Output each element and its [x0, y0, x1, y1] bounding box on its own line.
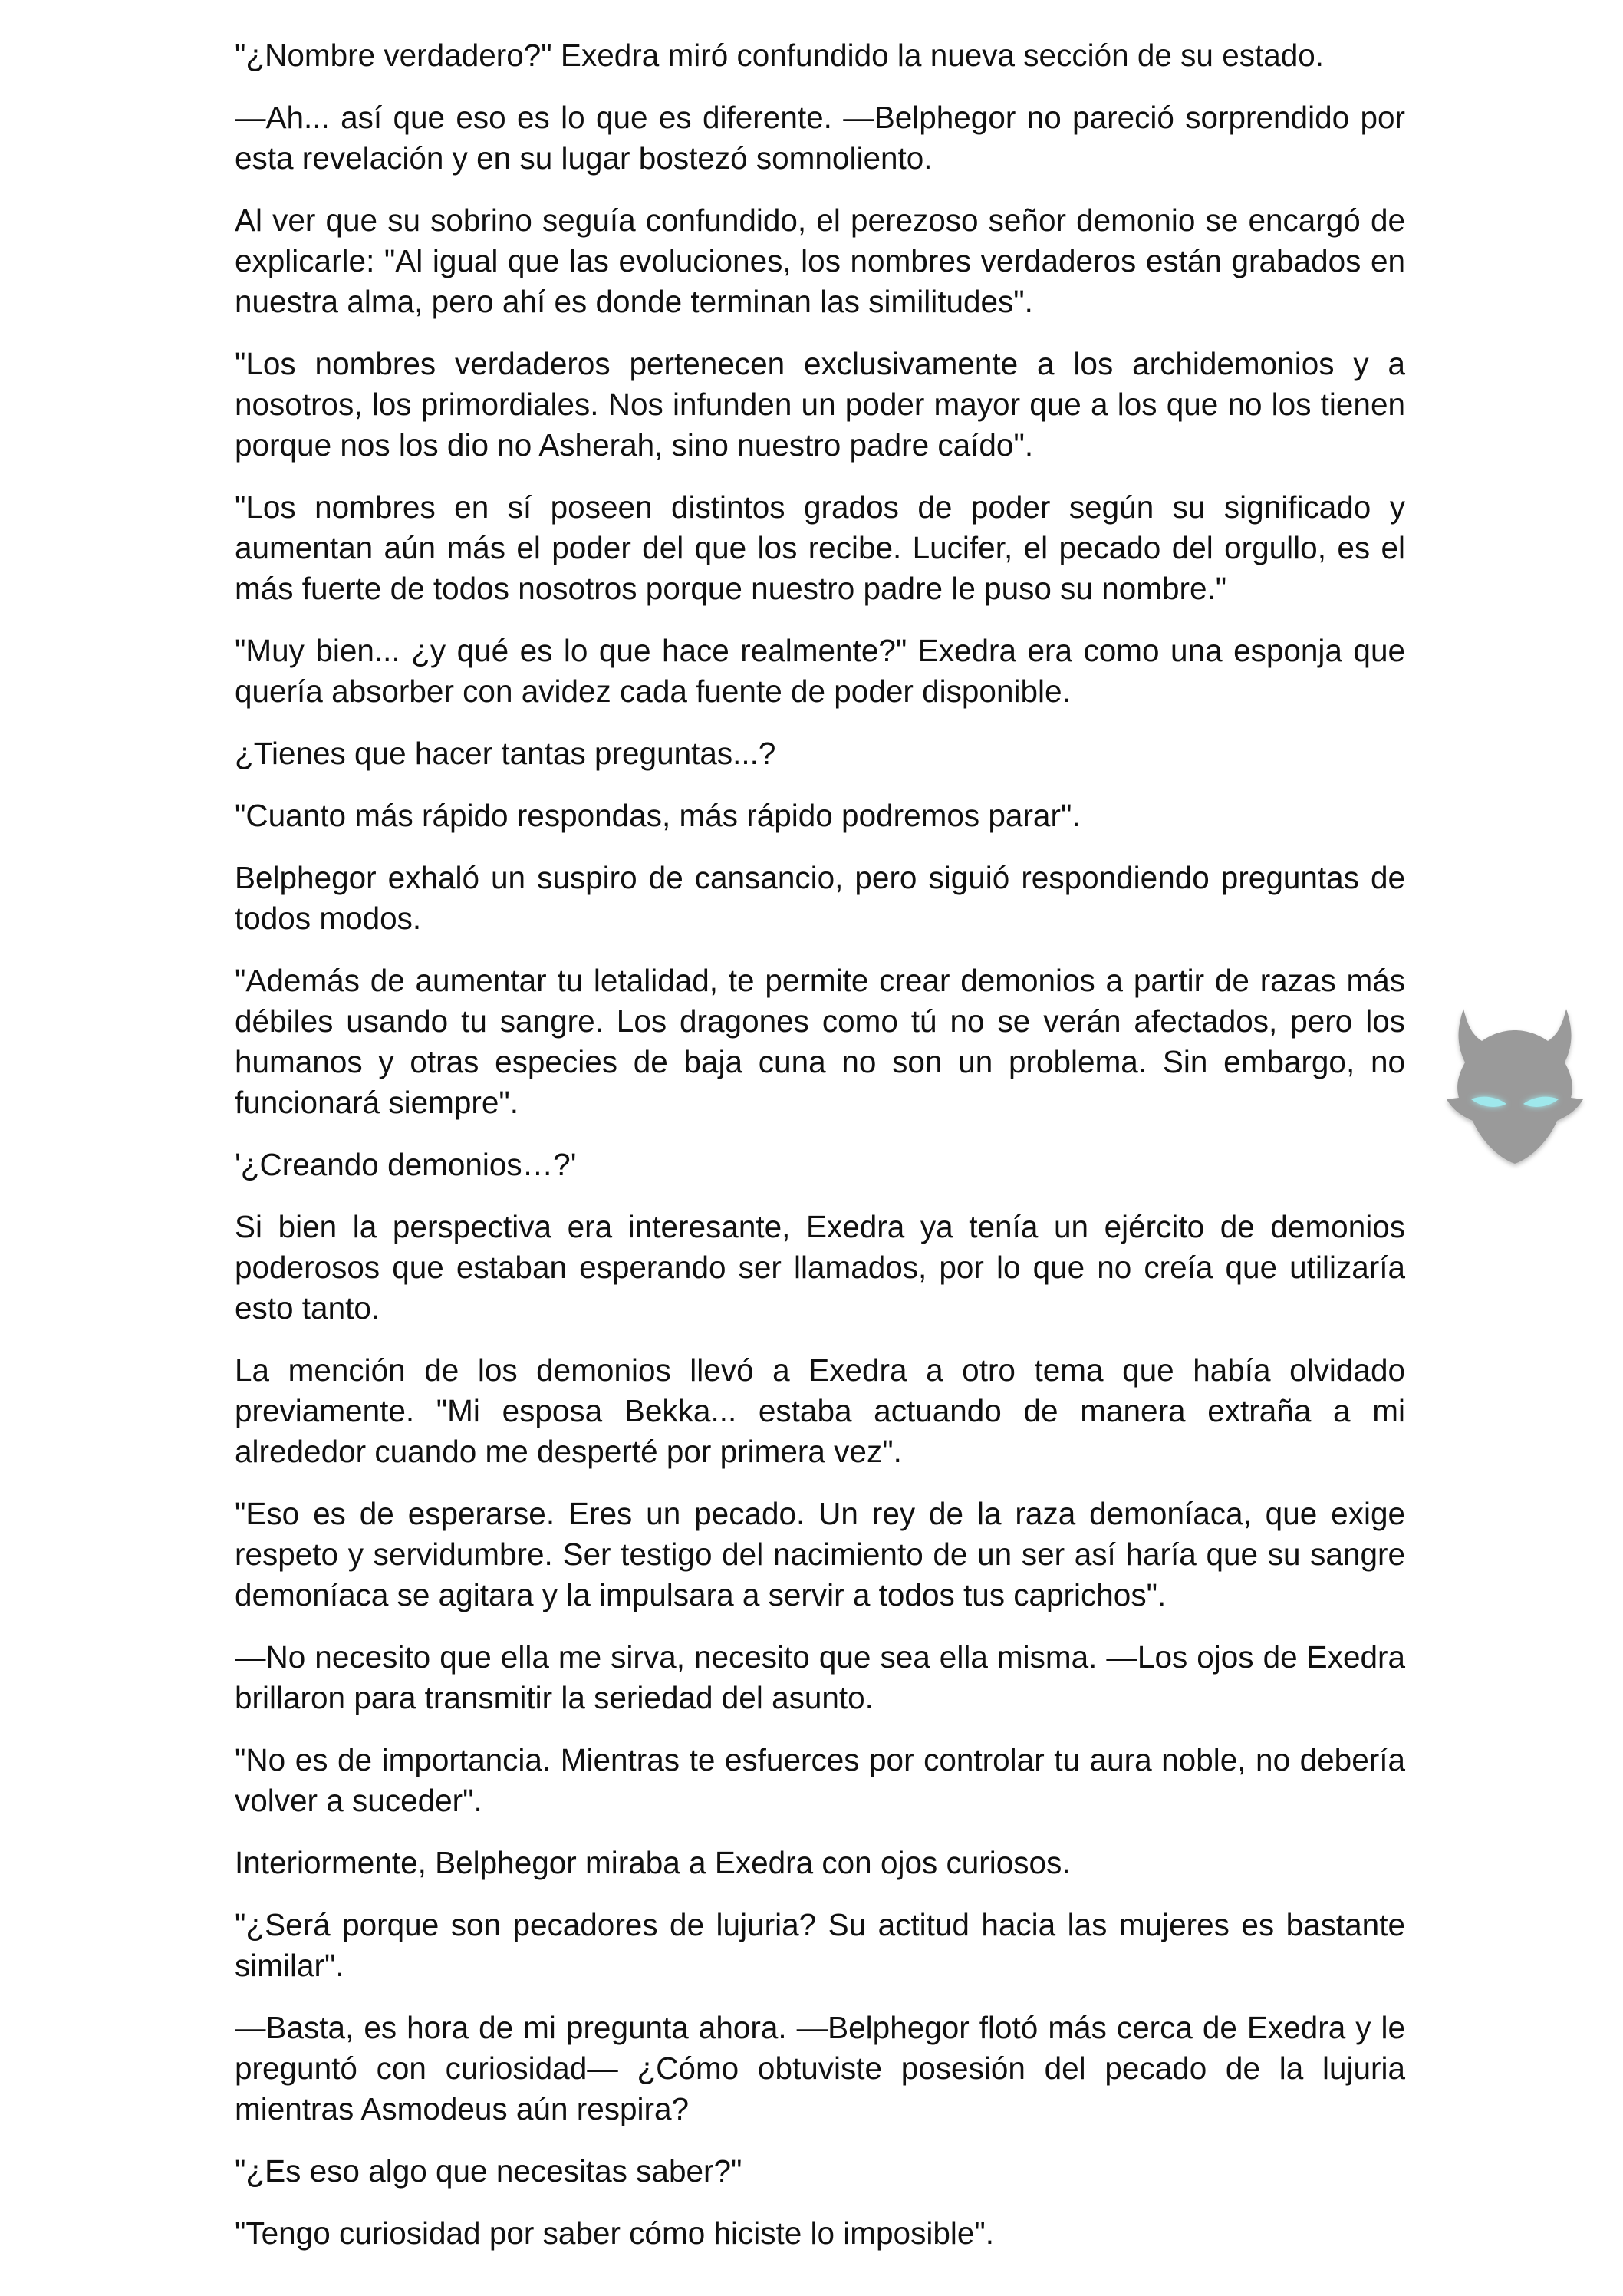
paragraph: "¿Será porque son pecadores de lujuria? Su actitud hacia las mujeres es bastante similar".: [235, 1907, 1405, 1983]
paragraph: "Cuanto más rápido respondas, más rápido podremos parar".: [235, 798, 1081, 833]
demon-head-shape: [1447, 1009, 1583, 1164]
paragraph: Belphegor exhaló un suspiro de cansancio, pero siguió respondiendo preguntas de todos modos.: [235, 860, 1405, 936]
paragraph: "No es de importancia. Mientras te esfuerces por controlar tu aura noble, no debería volver a suceder".: [235, 1742, 1405, 1818]
paragraph: "¿Es eso algo que necesitas saber?": [235, 2153, 742, 2189]
paragraph: ¿Tienes que hacer tantas preguntas...?: [235, 736, 776, 771]
paragraph: —No necesito que ella me sirva, necesito que sea ella misma. —Los ojos de Exedra brillaron para transmitir la seriedad del asunto.: [235, 1639, 1405, 1715]
paragraph: "Eso es de esperarse. Eres un pecado. Un rey de la raza demoníaca, que exige respeto y servidumbre. Ser testigo del nacimiento de un ser así haría que su sangre demoníaca se agitara y la impulsara a servir a todos tus caprichos".: [235, 1496, 1405, 1612]
paragraph: "¿Nombre verdadero?" Exedra miró confundido la nueva sección de su estado.: [235, 38, 1325, 73]
paragraph: "Muy bien... ¿y qué es lo que hace realmente?" Exedra era como una esponja que quería absorber con avidez cada fuente de poder disponible.: [235, 633, 1405, 709]
paragraph: "Tengo curiosidad por saber cómo hiciste lo imposible".: [235, 2215, 994, 2251]
paragraph: —Basta, es hora de mi pregunta ahora. —Belphegor flotó más cerca de Exedra y le preguntó con curiosidad— ¿Cómo obtuviste posesión del pecado de la lujuria mientras Asmodeus aún respira?: [235, 2010, 1405, 2126]
document-body: [235, 35, 1405, 2275]
paragraph: La mención de los demonios llevó a Exedra a otro tema que había olvidado previamente. "Mi esposa Bekka... estaba actuando de manera extraña a mi alrededor cuando me desperté por primera vez".: [235, 1352, 1405, 1469]
paragraph: Al ver que su sobrino seguía confundido, el perezoso señor demonio se encargó de explicarle: "Al igual que las evoluciones, los nombres verdaderos están grabados en nuestra alma, pero ahí es donde terminan las similitudes".: [235, 203, 1405, 319]
paragraph: "Los nombres en sí poseen distintos grados de poder según su significado y aumentan aún más el poder del que los recibe. Lucifer, el pecado del orgullo, es el más fuerte de todos nosotros porque nuestro padre le puso su nombre.": [235, 489, 1405, 606]
paragraph: "Además de aumentar tu letalidad, te permite crear demonios a partir de razas más débiles usando tu sangre. Los dragones como tú no se verán afectados, pero los humanos y otras especies de baja cuna no son un problema. Sin embargo, no funcionará siempre".: [235, 963, 1405, 1120]
paragraph: Si bien la perspectiva era interesante, Exedra ya tenía un ejército de demonios poderosos que estaban esperando ser llamados, por lo que no creía que utilizaría esto tanto.: [235, 1209, 1405, 1326]
paragraph: "Los nombres verdaderos pertenecen exclusivamente a los archidemonios y a nosotros, los primordiales. Nos infunden un poder mayor que a los que no los tienen porque nos los dio no Asherah, sino nuestro padre caído".: [235, 346, 1405, 463]
demon-head-icon: [1442, 1001, 1588, 1170]
paragraph: Interiormente, Belphegor miraba a Exedra con ojos curiosos.: [235, 1845, 1071, 1880]
paragraph: —Ah... así que eso es lo que es diferente. —Belphegor no pareció sorprendido por esta revelación y en su lugar bostezó somnoliento.: [235, 100, 1405, 176]
paragraph: '¿Creando demonios…?': [235, 1147, 577, 1182]
